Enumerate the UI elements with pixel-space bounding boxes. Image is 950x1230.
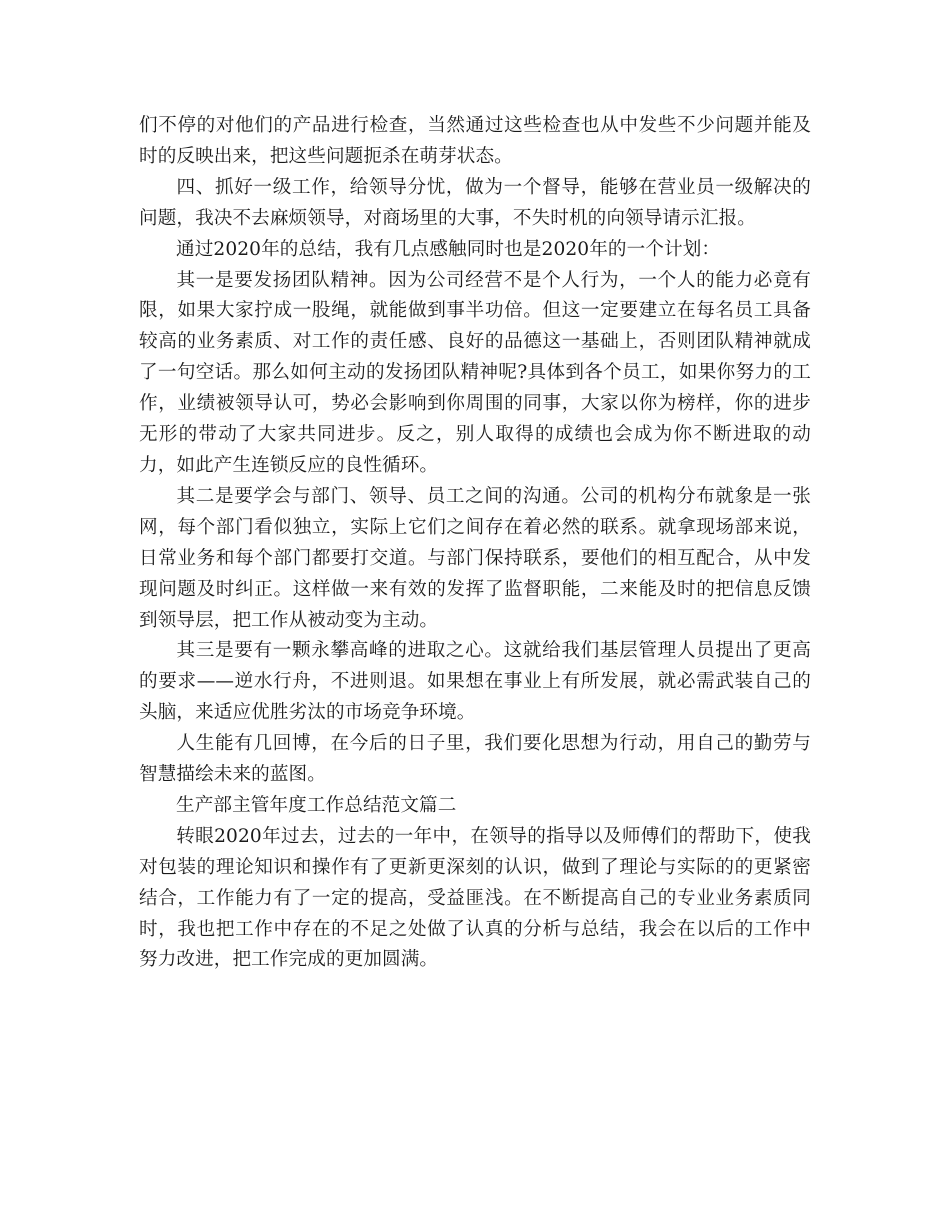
paragraph-6 bbox=[139, 636, 811, 729]
paragraph-5 bbox=[139, 482, 811, 637]
paragraph-text: 转眼2020年过去，过去的一年中，在领导的指导以及师傅们的帮助下，使我对包装的理论知识和操作有了更新更深刻的认识，做到了理论与实际的的更紧密结合，工作能力有了一定的提高，受益匪浅。在不断提高自己的专业业务素质同时，我也把工作中存在的不足之处做了认真的分析与总结，我会在以后的工作中努力改进，把工作完成的更加圆满。 bbox=[139, 825, 811, 971]
paragraph-text: 四、抓好一级工作，给领导分忧，做为一个督导，能够在营业员一级解决的问题，我决不去麻烦领导，对商场里的大事，不失时机的向领导请示汇报。 bbox=[139, 176, 811, 229]
paragraph-4 bbox=[139, 266, 811, 482]
paragraph-2 bbox=[139, 173, 811, 235]
paragraph-1 bbox=[139, 111, 811, 173]
paragraph-text: 其二是要学会与部门、领导、员工之间的沟通。公司的机构分布就象是一张网，每个部门看似独立，实际上它们之间存在着必然的联系。就拿现场部来说，日常业务和每个部门都要打交道。与部门保持联系，要他们的相互配合，从中发现问题及时纠正。这样做一来有效的发挥了监督职能，二来能及时的把信息反馈到领导层，把工作从被动变为主动。 bbox=[139, 485, 811, 631]
paragraph-text: 通过2020年的总结，我有几点感触同时也是2020年的一个计划： bbox=[176, 238, 721, 260]
heading-text: 生产部主管年度工作总结范文篇二 bbox=[176, 794, 457, 816]
section-heading bbox=[139, 791, 811, 822]
paragraph-9 bbox=[139, 822, 811, 977]
paragraph-text: 们不停的对他们的产品进行检查，当然通过这些检查也从中发些不少问题并能及时的反映出来，把这些问题扼杀在萌芽状态。 bbox=[139, 115, 811, 167]
paragraph-text: 人生能有几回博，在今后的日子里，我们要化思想为行动，用自己的勤劳与智慧描绘未来的蓝图。 bbox=[139, 733, 811, 786]
document-body bbox=[139, 111, 811, 976]
paragraph-7 bbox=[139, 729, 811, 791]
paragraph-3 bbox=[139, 235, 811, 266]
paragraph-text: 其三是要有一颗永攀高峰的进取之心。这就给我们基层管理人员提出了更高的要求——逆水行舟，不进则退。如果想在事业上有所发展，就必需武装自己的头脑，来适应优胜劣汰的市场竞争环境。 bbox=[139, 640, 811, 724]
paragraph-text: 其一是要发扬团队精神。因为公司经营不是个人行为，一个人的能力必竟有限，如果大家拧成一股绳，就能做到事半功倍。但这一定要建立在每名员工具备较高的业务素质、对工作的责任感、良好的品德这一基础上，否则团队精神就成了一句空话。那么如何主动的发扬团队精神呢?具体到各个员工，如果你努力的工作，业绩被领导认可，势必会影响到你周围的同事，大家以你为榜样，你的进步无形的带动了大家共同进步。反之，别人取得的成绩也会成为你不断进取的动力，如此产生连锁反应的良性循环。 bbox=[139, 269, 811, 476]
